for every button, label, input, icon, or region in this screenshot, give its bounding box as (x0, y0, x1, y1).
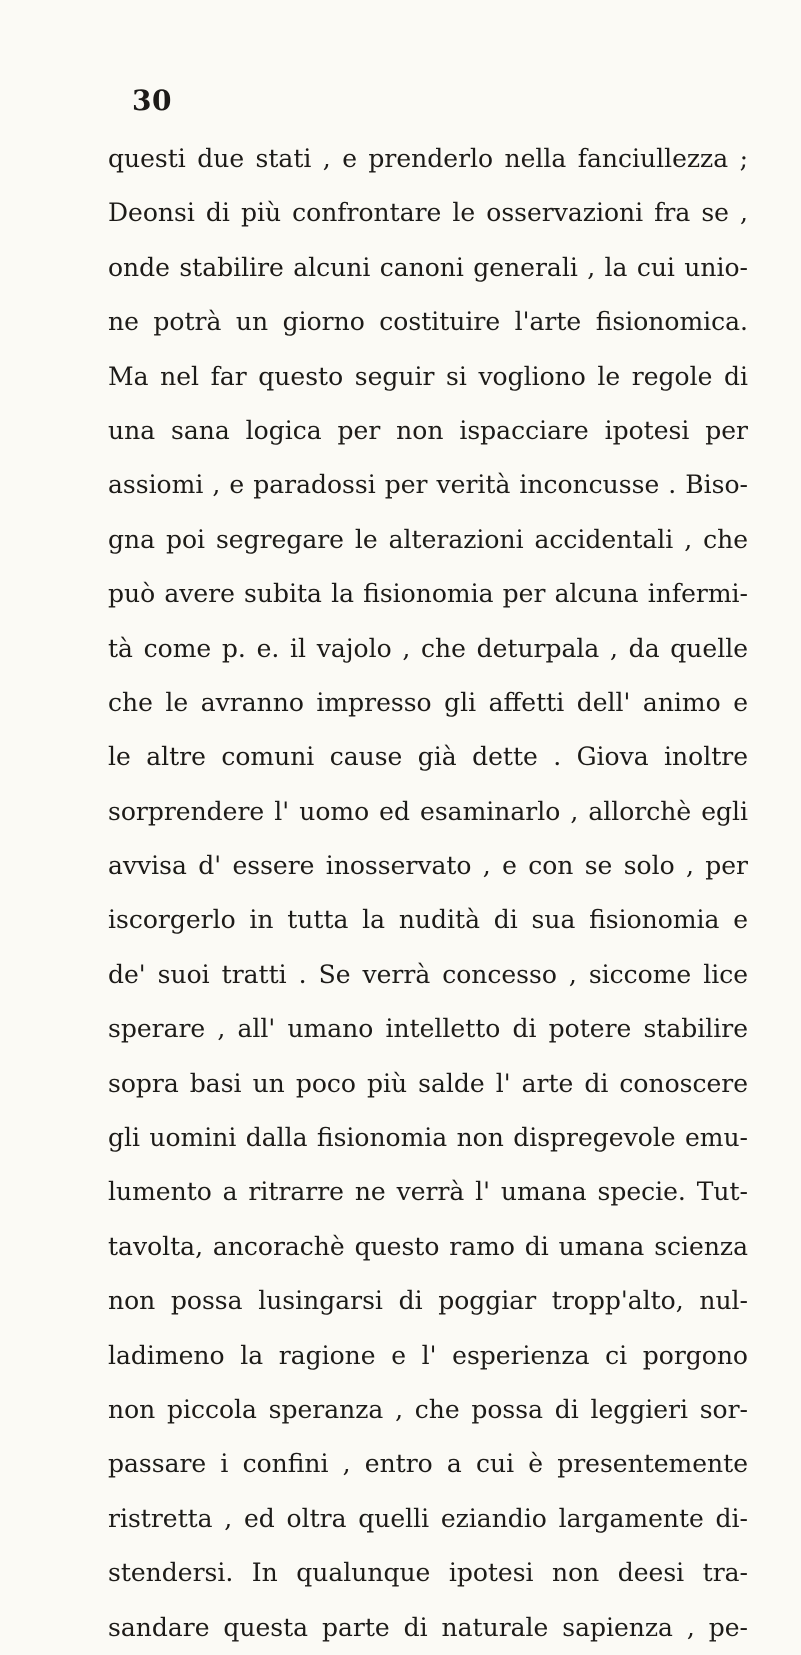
text-line: lumento a ritrarre ne verrà l' umana specie. Tut- (108, 1177, 748, 1207)
text-line: che le avranno impresso gli affetti dell' animo e (108, 687, 748, 717)
text-line: può avere subita la fisionomia per alcuna infermi- (108, 579, 748, 609)
text-line: non piccola speranza , che possa di leggieri sor- (108, 1394, 748, 1424)
text-line: ladimeno la ragione e l' esperienza ci porgono (108, 1340, 748, 1370)
text-line: Deonsi di più confrontare le osservazioni fra se , (108, 198, 748, 228)
text-line: sopra basi un poco più salde l' arte di conoscere (108, 1068, 748, 1098)
text-line: sandare questa parte di naturale sapienza , pe- (108, 1612, 748, 1642)
text-line: sperare , all' umano intelletto di potere stabilire (108, 1014, 748, 1044)
text-line: gli uomini dalla fisionomia non dispregevole emu- (108, 1123, 748, 1153)
text-line: avvisa d' essere inosservato , e con se solo , per (108, 851, 748, 881)
body-text (108, 132, 748, 1655)
text-line: questi due stati , e prenderlo nella fanciullezza ; (108, 144, 748, 173)
text-line: Ma nel far questo seguir si vogliono le regole di (108, 361, 748, 391)
text-line: de' suoi tratti . Se verrà concesso , siccome lice (108, 959, 748, 989)
text-line: iscorgerlo in tutta la nudità di sua fisionomia e (108, 905, 748, 935)
text-line: sorprendere l' uomo ed esaminarlo , allorchè egli (108, 796, 748, 826)
text-line: non possa lusingarsi di poggiar tropp'alto, nul- (108, 1286, 748, 1316)
text-line: assiomi , e paradossi per verità inconcusse . Biso- (108, 470, 748, 500)
text-line: onde stabilire alcuni canoni generali , la cui unio- (108, 252, 748, 282)
text-line: stendersi. In qualunque ipotesi non deesi tra- (108, 1558, 748, 1588)
text-line: tà come p. e. il vajolo , che deturpala , da quelle (108, 633, 748, 663)
text-line: le altre comuni cause già dette . Giova inoltre (108, 742, 748, 772)
text-line: una sana logica per non ispacciare ipotesi per (108, 415, 748, 445)
page-number: 30 (132, 84, 172, 117)
text-line: tavolta, ancorachè questo ramo di umana scienza (108, 1231, 748, 1261)
text-line: ristretta , ed oltra quelli eziandio largamente di- (108, 1503, 748, 1533)
text-line: gna poi segregare le alterazioni accidentali , che (108, 524, 748, 554)
text-line: ne potrà un giorno costituire l'arte fisionomica. (108, 307, 748, 337)
text-line: passare i confini , entro a cui è presentemente (108, 1449, 748, 1479)
